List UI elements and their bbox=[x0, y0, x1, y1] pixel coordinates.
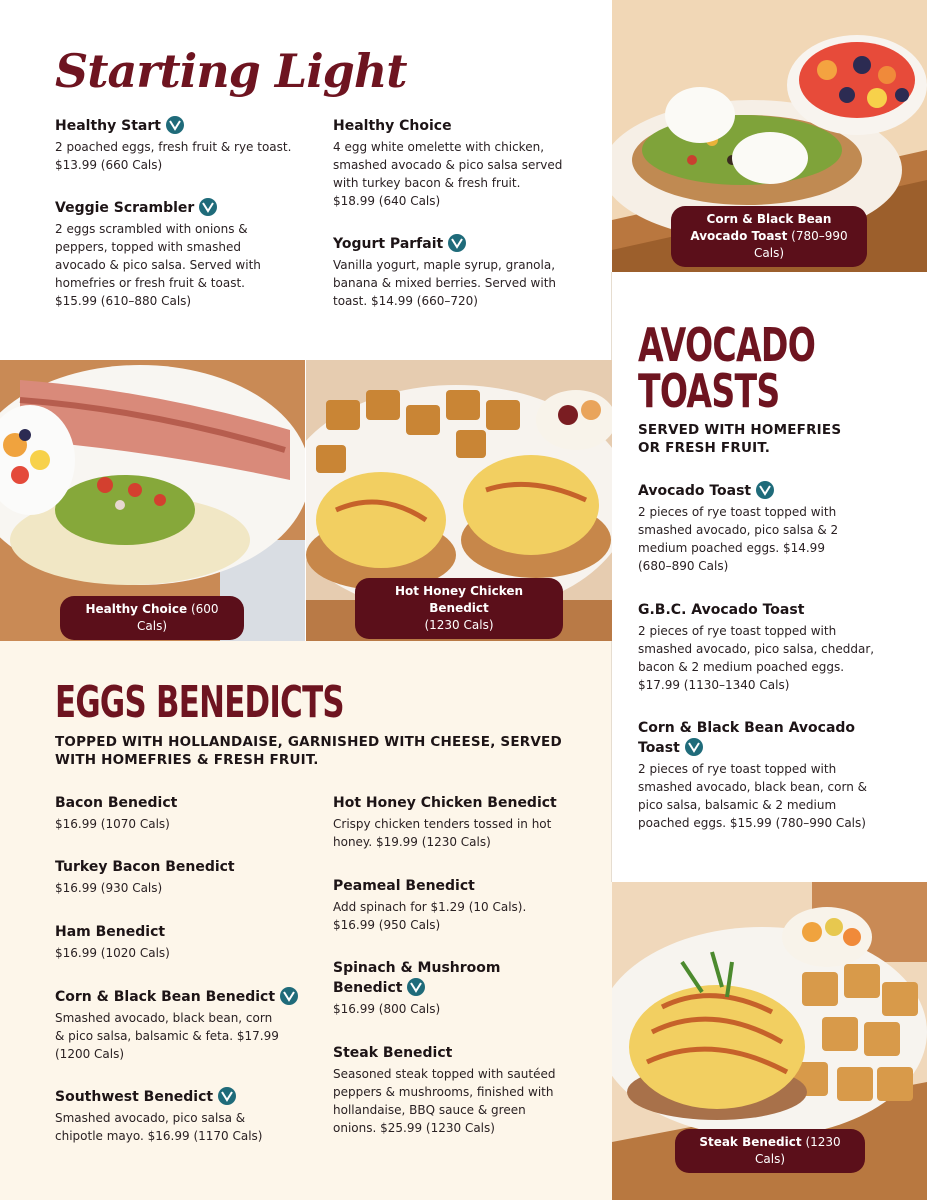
caption-cals: (1230 Cals) bbox=[755, 1135, 841, 1166]
leaf-icon bbox=[756, 481, 774, 499]
menu-item-veggie-scrambler bbox=[55, 198, 270, 310]
item-name: Hot Honey Chicken Benedict bbox=[333, 795, 557, 811]
item-description: $16.99 (1070 Cals) bbox=[55, 817, 170, 831]
item-name: Healthy Choice bbox=[333, 118, 452, 134]
item-name: G.B.C. Avocado Toast bbox=[638, 602, 805, 618]
menu-item-healthy-choice bbox=[333, 116, 563, 210]
item-description: Smashed avocado, black bean, corn & pico salsa, balsamic & feta. $17.99 (1200 Cals) bbox=[55, 1011, 279, 1061]
caption-healthy-choice bbox=[60, 596, 244, 640]
item-name: Spinach & Mushroom Benedict bbox=[333, 960, 501, 996]
menu-item-gbc-avocado-toast bbox=[638, 600, 888, 694]
leaf-icon bbox=[407, 978, 425, 996]
caption-name: Healthy Choice bbox=[85, 602, 188, 616]
avocado-toasts-subtitle: SERVED WITH HOMEFRIES OR FRESH FRUIT. bbox=[638, 422, 842, 456]
caption-cals: (600 Cals) bbox=[137, 602, 219, 633]
caption-name: Steak Benedict bbox=[699, 1135, 802, 1149]
item-description: $16.99 (1020 Cals) bbox=[55, 946, 170, 960]
menu-item-yogurt-parfait bbox=[333, 234, 563, 310]
menu-item-corn-black-bean-avocado-toast bbox=[638, 718, 878, 832]
leaf-icon bbox=[199, 198, 217, 216]
menu-item-steak-benedict bbox=[333, 1043, 573, 1137]
item-name: Veggie Scrambler bbox=[55, 200, 195, 216]
item-name: Corn & Black Bean Benedict bbox=[55, 989, 276, 1005]
item-name: Turkey Bacon Benedict bbox=[55, 859, 235, 875]
item-name: Southwest Benedict bbox=[55, 1089, 214, 1105]
menu-item-avocado-toast bbox=[638, 481, 888, 575]
item-description: 2 pieces of rye toast topped with smashed avocado, pico salsa, cheddar, bacon & 2 medium poached eggs. $17.99 (1130–1340 Cals) bbox=[638, 624, 875, 692]
eggs-benedicts-title: EGGS BENEDICTS bbox=[55, 677, 344, 728]
leaf-icon bbox=[280, 987, 298, 1005]
item-description: Vanilla yogurt, maple syrup, granola, banana & mixed berries. Served with toast. $14.99 (660–720) bbox=[333, 258, 557, 308]
item-name: Bacon Benedict bbox=[55, 795, 178, 811]
menu-item-hot-honey-chicken-benedict bbox=[333, 793, 573, 851]
item-description: 2 pieces of rye toast topped with smashed avocado, black bean, corn & pico salsa, balsamic & 2 medium poached eggs. $15.99 (780–990 Cals) bbox=[638, 762, 867, 830]
menu-item-bacon-benedict bbox=[55, 793, 295, 833]
item-description: Smashed avocado, pico salsa & chipotle mayo. $16.99 (1170 Cals) bbox=[55, 1111, 263, 1143]
caption-cals: (1230 Cals) bbox=[424, 618, 494, 632]
item-description: Crispy chicken tenders tossed in hot honey. $19.99 (1230 Cals) bbox=[333, 817, 552, 849]
caption-steak bbox=[675, 1129, 865, 1173]
leaf-icon bbox=[166, 116, 184, 134]
item-name: Steak Benedict bbox=[333, 1045, 453, 1061]
caption-name: Corn & Black Bean Avocado Toast bbox=[690, 212, 832, 243]
leaf-icon bbox=[448, 234, 466, 252]
caption-name: Hot Honey Chicken Benedict bbox=[394, 584, 524, 615]
item-description: $16.99 (930 Cals) bbox=[55, 881, 163, 895]
item-name: Healthy Start bbox=[55, 118, 161, 134]
item-name: Avocado Toast bbox=[638, 483, 752, 499]
item-description: 2 eggs scrambled with onions & peppers, topped with smashed avocado & pico salsa. Served with homefries or fresh fruit & toast. $15.99 (610–880 Cals) bbox=[55, 222, 261, 308]
item-name: Corn & Black Bean Avocado Toast bbox=[638, 720, 856, 756]
title-line-1: AVOCADO bbox=[638, 318, 816, 372]
eggs-benedicts-subtitle: TOPPED WITH HOLLANDAISE, GARNISHED WITH CHEESE, SERVED WITH HOMEFRIES & FRESH FRUIT. bbox=[55, 734, 562, 768]
item-name: Yogurt Parfait bbox=[333, 236, 444, 252]
menu-item-spinach-mushroom-benedict bbox=[333, 958, 503, 1018]
starting-light-title: Starting Light bbox=[55, 44, 407, 98]
menu-item-peameal-benedict bbox=[333, 876, 573, 934]
item-description: 2 poached eggs, fresh fruit & rye toast. $13.99 (660 Cals) bbox=[55, 140, 292, 172]
menu-item-corn-black-bean-benedict bbox=[55, 987, 300, 1063]
leaf-icon bbox=[685, 738, 703, 756]
item-description: $16.99 (800 Cals) bbox=[333, 1002, 441, 1016]
caption-hot-honey bbox=[355, 578, 563, 639]
menu-item-healthy-start bbox=[55, 116, 295, 174]
item-description: 4 egg white omelette with chicken, smashed avocado & pico salsa served with turkey bacon & fresh fruit. $18.99 (640 Cals) bbox=[333, 140, 563, 208]
menu-item-turkey-bacon-benedict bbox=[55, 857, 295, 897]
caption-cals: (780–990 Cals) bbox=[754, 229, 848, 260]
item-name: Ham Benedict bbox=[55, 924, 166, 940]
item-name: Peameal Benedict bbox=[333, 878, 475, 894]
avocado-toasts-title bbox=[638, 318, 816, 418]
leaf-icon bbox=[218, 1087, 236, 1105]
item-description: 2 pieces of rye toast topped with smashed avocado, pico salsa & 2 medium poached eggs. $14.99 (680–890 Cals) bbox=[638, 505, 839, 573]
menu-item-southwest-benedict bbox=[55, 1087, 295, 1145]
title-line-2: TOASTS bbox=[638, 364, 780, 418]
caption-corn-toast bbox=[671, 206, 867, 267]
menu-item-ham-benedict bbox=[55, 922, 295, 962]
item-description: Add spinach for $1.29 (10 Cals). $16.99 (950 Cals) bbox=[333, 900, 527, 932]
item-description: Seasoned steak topped with sautéed peppers & mushrooms, finished with hollandaise, BBQ sauce & green onions. $25.99 (1230 Cals) bbox=[333, 1067, 556, 1135]
